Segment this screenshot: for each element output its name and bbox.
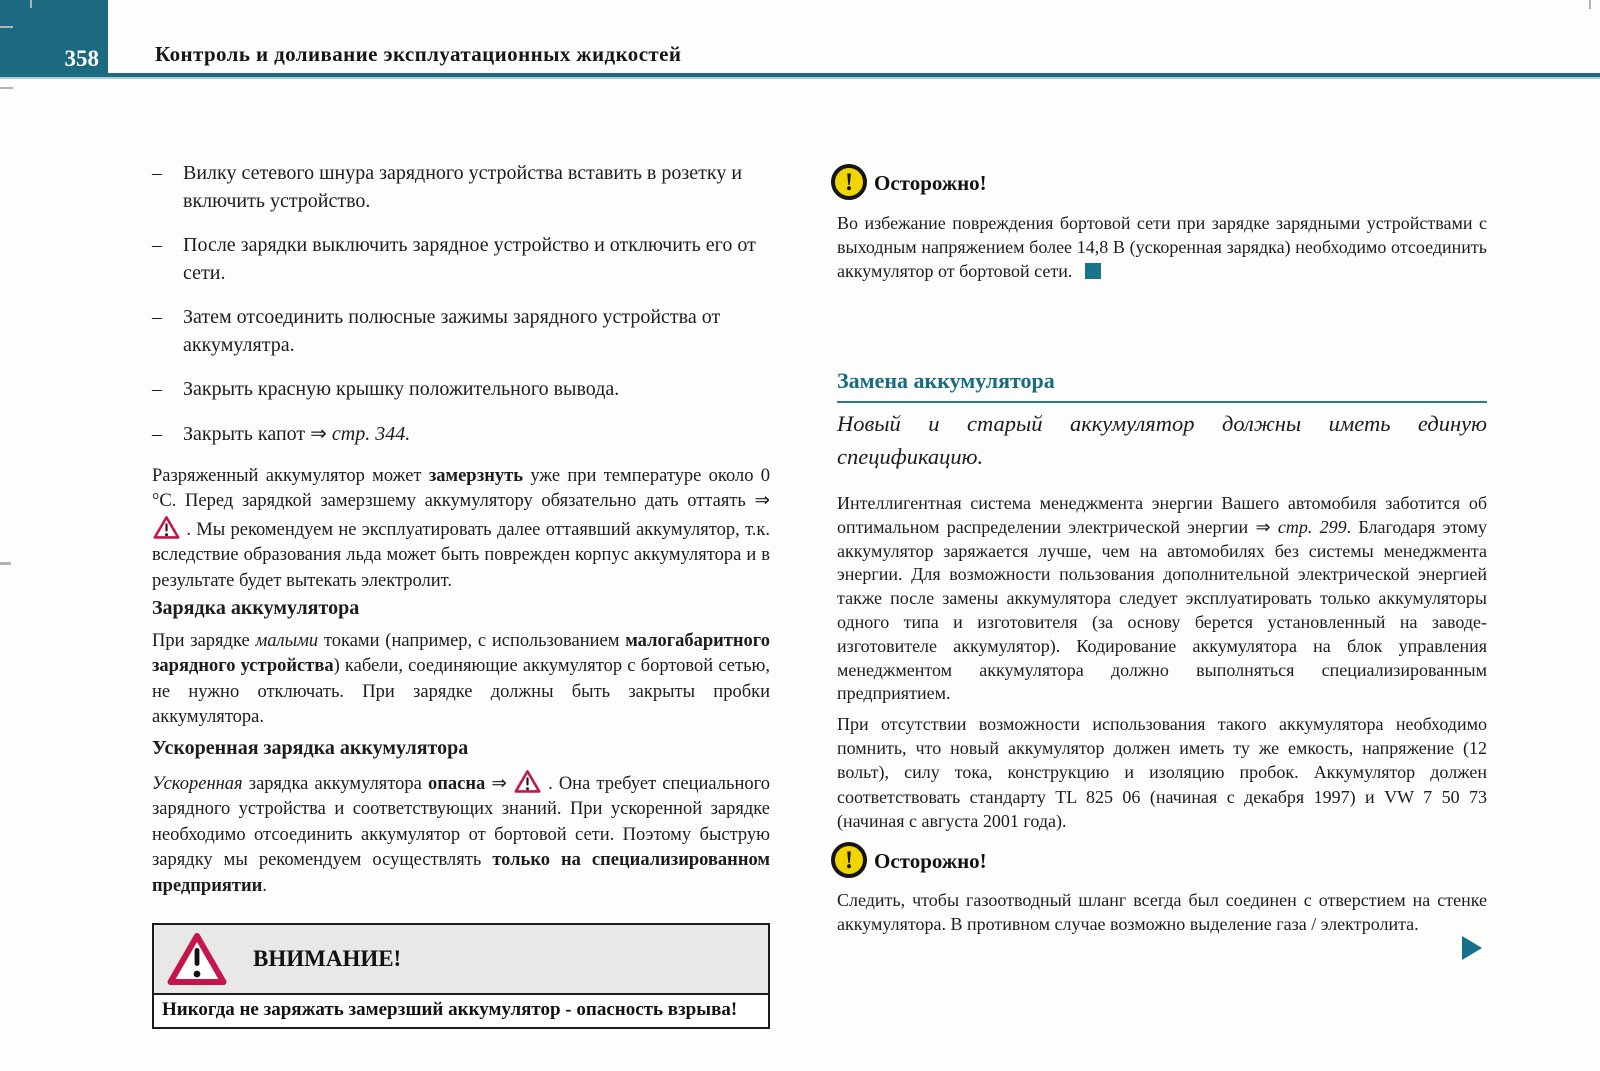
caution2-paragraph: Следить, чтобы газоотводный шланг всегда был соединен с отверстием на стенке аккумулятора. В противном случае возможно выделение газа / электролита. (837, 890, 1487, 935)
caution-exclamation-icon: ! (831, 164, 867, 200)
section-end-square-icon (1085, 263, 1101, 279)
attention-box-header (154, 925, 768, 995)
fast-charging-paragraph: Ускоренная зарядка аккумулятора опасна ⇒ . Она требует специального зарядного устройства и соответствующих знаний. При ускоренной зарядке необходимо отсоединить аккумулятор от бортовой сети. Поэтому быструю зарядку мы рекомендуем осуществлять только на специализированном предприятии. (152, 769, 770, 899)
caution2-title: Осторожно! (874, 849, 987, 873)
list-dash: – (152, 234, 162, 256)
crop-mark (0, 26, 13, 28)
page-number-block (0, 0, 108, 73)
list-item-text: Закрыть красную крышку положительного вывода. (183, 378, 620, 400)
attention-box-title: ВНИМАНИЕ! (253, 946, 402, 971)
caution-exclamation-icon: ! (831, 842, 867, 878)
charging-subheading: Зарядка аккумулятора (152, 597, 360, 619)
attention-warning-box (152, 923, 770, 1029)
caution1-paragraph: Во избежание повреждения бортовой сети при зарядке зарядными устройствами с выходным напряжением более 14,8 В (ускоренная зарядка) необходимо отсоединить аккумулятор от бортовой сети. (837, 213, 1487, 282)
attention-box-text: Никогда не заряжать замерзший аккумулятор - опасность взрыва! (162, 999, 738, 1020)
energy-management-paragraph: Интеллигентная система менеджмента энергии Вашего автомобиля заботится об оптимальном распределении электрической энергии ⇒ стр. 299. Благодаря этому аккумулятор заряжается лучше, чем на автомобилях без системы менеджмента энергии. Для возможности пользования дополнительной электрической энергией также после замены аккумулятора следует эксплуатировать только аккумуляторы одного типа и изготовителя (за основу берется установленный на заводе-изготовителе аккумулятор). Кодирование аккумулятора на блок управления менеджментом аккумулятора должно выполняться специализированным предприятием. (837, 493, 1487, 704)
crop-mark (1589, 0, 1591, 9)
list-dash: – (152, 306, 162, 328)
list-dash: – (152, 378, 162, 400)
instruction-list (152, 160, 770, 448)
frozen-battery-paragraph: Разряженный аккумулятор может замерзнуть уже при температуре около 0 °C. Перед зарядкой замерзшему аккумулятору обязательно дать оттаять ⇒ . Мы рекомендуем не эксплуатировать далее оттаявший аккумулятор, т.к. вследствие образования льда может быть поврежден корпус аккумулятора и в результате будет вытекать электролит. (152, 466, 770, 591)
crop-mark (0, 87, 13, 89)
header-rule-light (0, 77, 1600, 79)
list-item (152, 421, 770, 449)
charging-paragraph: При зарядке малыми токами (например, с использованием малогабаритного зарядного устройства) кабели, соединяющие аккумулятор с бортовой сетью, не нужно отключать. При зарядке должны быть закрыты пробки аккумулятора. (152, 631, 770, 728)
page-number: 358 (64, 46, 99, 71)
crop-mark (30, 0, 32, 8)
battery-replacement-lead: Новый и старый аккумулятор должны иметь единую спецификацию. (837, 411, 1487, 469)
battery-spec-paragraph: При отсутствии возможности использования такого аккумулятора необходимо помнить, что новый аккумулятор должен иметь ту же емкость, напряжение (12 вольт), силу тока, конструкцию и изоляцию пробок. Аккумулятор должен соответствовать стандарту TL 825 06 (начиная с декабря 1997) и VW 7 50 73 (начиная с августа 2001 года). (837, 714, 1487, 831)
list-dash: – (152, 162, 162, 184)
list-item (152, 376, 770, 404)
page-title: Контроль и доливание эксплуатационных жидкостей (155, 42, 682, 66)
list-item (152, 304, 770, 359)
list-dash: – (152, 422, 162, 445)
list-item-text: Закрыть капот ⇒ стр. 344. (183, 422, 411, 445)
crop-mark (0, 562, 11, 565)
fast-charging-subheading: Ускоренная зарядка аккумулятора (152, 737, 469, 759)
list-item-text: После зарядки выключить зарядное устройство и отключить его от сети. (183, 234, 756, 284)
list-item (152, 232, 770, 287)
list-item (152, 160, 770, 215)
battery-replacement-heading: Замена аккумулятора (837, 368, 1487, 403)
attention-triangle-icon (167, 932, 227, 986)
warning-triangle-icon (153, 515, 180, 540)
continuation-arrow-icon (1462, 936, 1482, 960)
list-item-text: Вилку сетевого шнура зарядного устройства вставить в розетку и включить устройство. (183, 162, 743, 212)
warning-triangle-icon (514, 769, 541, 794)
caution1-title: Осторожно! (874, 171, 987, 195)
list-item-text: Затем отсоединить полюсные зажимы зарядного устройства от аккумулятра. (183, 306, 721, 356)
